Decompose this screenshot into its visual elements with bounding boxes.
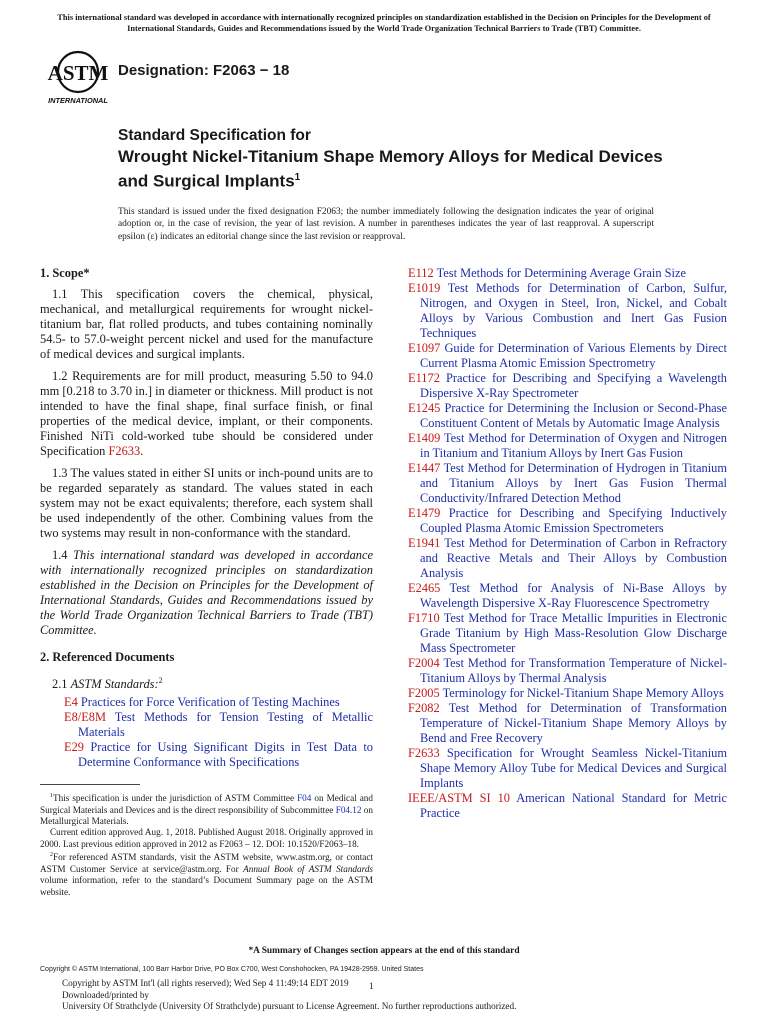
ref-title[interactable]: Practice for Using Significant Digits in Test Data to Determine Conformance with Specifications	[78, 740, 373, 770]
ref-code[interactable]: E1941	[408, 536, 441, 550]
download-line-3: University Of Strathclyde (University Of Strathclyde) pursuant to License Agreement. No further reproductions authorized.	[62, 1001, 517, 1012]
scope-1-2-text: 1.2 Requirements are for mill product, measuring 5.50 to 94.0 mm [0.218 to 3.70 in.] in diameter or thickness. Mill product is not intended to have the final shape, final surface finish, or final properties of the medical device, implant, or their components. Finished NiTi cold-worked tube should be considered under Specification	[40, 369, 373, 458]
footnote-2-italic: Annual Book of ASTM Standards	[243, 863, 373, 874]
title-block	[118, 126, 678, 192]
designation: Designation: F2063 − 18	[118, 62, 290, 79]
title-main	[118, 146, 678, 192]
ref-title[interactable]: Practice for Describing and Specifying Inductively Coupled Plasma Atomic Emission Spectrometers	[420, 506, 727, 535]
ref-item[interactable]	[408, 371, 727, 401]
left-column	[40, 266, 373, 898]
title-pre: Standard Specification for	[118, 127, 311, 144]
footnotes	[40, 791, 373, 898]
scope-1-2-end: .	[140, 444, 144, 458]
right-column	[408, 266, 727, 821]
ref-title[interactable]: Test Methods for Determining Average Grain Size	[436, 266, 686, 280]
ref-code[interactable]: E29	[64, 740, 84, 755]
ref-code[interactable]: E4	[64, 695, 78, 710]
download-line-1: Copyright by ASTM Int'l (all rights reserved); Wed Sep 4 11:49:14 EDT 2019	[62, 978, 349, 988]
astm-standards-num: 2.1	[52, 677, 71, 692]
summary-note: *A Summary of Changes section appears at the end of this standard	[248, 946, 520, 956]
logo-text: ASTM	[47, 61, 109, 85]
ref-code[interactable]: F2004	[408, 656, 440, 670]
footnote-current-edition: Current edition approved Aug. 1, 2018. Published August 2018. Originally approved in 2000. Last previous edition approved in 2012 as F2063 – 12. DOI: 10.1520/F2063–18.	[40, 827, 373, 849]
ref-title[interactable]: Terminology for Nickel-Titanium Shape Memory Alloys	[442, 686, 724, 700]
scope-1-4-text: This international standard was developed in accordance with internationally recognized principles on standardization established in the Decision on Principles for the Development of International Standards, Guides and Recommendations issued by the World Trade Organization Technical Barriers to Trade (TBT) Committee.	[40, 548, 373, 637]
ref-title[interactable]: Test Method for Determination of Carbon in Refractory and Reactive Metals and Their Alloys by Combustion Analysis	[420, 536, 728, 580]
ref-item[interactable]	[52, 695, 373, 710]
copyright-line: Copyright © ASTM International, 100 Barr Harbor Drive, PO Box C700, West Conshohocken, PA 19428-2959. United States	[40, 966, 424, 973]
ref-title[interactable]: Specification for Wrought Seamless Nickel-Titanium Shape Memory Alloy Tube for Medical Devices and Surgical Implants	[420, 746, 727, 790]
astm-standards-sup: 2	[158, 676, 163, 685]
scope-1-4-num: 1.4	[52, 548, 74, 562]
ref-title[interactable]: Test Method for Analysis of Ni-Base Alloys by Wavelength Dispersive X-Ray Fluorescence Spectrometry	[420, 581, 727, 610]
ref-title[interactable]: Test Method for Determination of Oxygen and Nitrogen in Titanium and Titanium Alloys by Inert Gas Fusion	[420, 431, 728, 460]
ref-item[interactable]	[408, 461, 727, 506]
scope-1-2	[40, 369, 373, 459]
footnote-1-text-c: on Metallurgical Materials.	[40, 804, 373, 826]
ref-title[interactable]: Test Methods for Tension Testing of Metallic Materials	[78, 710, 373, 740]
ref-item[interactable]	[408, 401, 727, 431]
ref-title[interactable]: Test Method for Trace Metallic Impurities in Electronic Grade Titanium by High Mass-Resolution Glow Discharge Mass Spectrometer	[420, 611, 727, 655]
ref-item[interactable]	[408, 536, 727, 581]
referenced-heading: 2. Referenced Documents	[40, 650, 175, 664]
ref-item[interactable]	[408, 341, 727, 371]
ref-title[interactable]: American National Standard for Metric Practice	[420, 791, 727, 820]
astm-standards-text: ASTM Standards:	[70, 677, 159, 692]
footnote-1-mark: 1	[50, 793, 53, 800]
f04-12-link[interactable]: F04.12	[335, 804, 362, 815]
issued-note: This standard is issued under the fixed designation F2063; the number immediately following the designation indicates the year of original adoption or, in the case of revision, the year of last revision. A number in parentheses indicates the year of last reapproval. A superscript epsilon (ε) indicates an editorial change since the last revision or reapproval.	[118, 207, 654, 242]
title-footnote-mark: 1	[294, 172, 301, 183]
ref-title[interactable]: Practice for Describing and Specifying a Wavelength Dispersive X-Ray Spectrometer	[420, 371, 727, 400]
f2633-link[interactable]: F2633	[108, 444, 141, 458]
footnote-2-mark: 2	[50, 852, 53, 859]
footnote-2-text-a: For referenced ASTM standards, visit the ASTM website, www.astm.org, or contact ASTM Customer Service at service@astm.org. For	[40, 852, 373, 874]
ref-code[interactable]: E112	[408, 266, 434, 280]
wto-notice: This international standard was developed in accordance with internationally recognized principles on standardization established in the Decision on Principles for the Development of International Standards, Guides and Recommendations issued by the World Trade Organization Technical Barriers to Trade (TBT) Committee.	[57, 13, 711, 33]
footnote-divider	[40, 784, 140, 785]
ref-item[interactable]	[408, 431, 727, 461]
ref-code[interactable]: E1097	[408, 341, 441, 355]
footnote-1	[40, 791, 373, 827]
download-info	[62, 978, 722, 1013]
ref-item[interactable]	[408, 281, 727, 341]
download-line-2: Downloaded/printed by	[62, 989, 150, 1000]
scope-1-4	[40, 548, 373, 638]
ref-code[interactable]: F2633	[408, 746, 440, 760]
f04-link[interactable]: F04	[297, 793, 312, 804]
footnote-2-text-b: volume information, refer to the standard’s Document Summary page on the ASTM website.	[40, 875, 373, 897]
logo-subtext: INTERNATIONAL	[48, 96, 108, 105]
ref-title[interactable]: Guide for Determination of Various Elements by Direct Current Plasma Atomic Emission Spectrometry	[420, 341, 727, 370]
scope-1-3: 1.3 The values stated in either SI units or inch-pound units are to be regarded separately as standard. The values stated in each system may not be exact equivalents; therefore, each system shall be used independently of the other. Combining values from the two systems may result in non-conformance with the standard.	[40, 466, 373, 540]
ref-item[interactable]	[408, 611, 727, 656]
ref-item[interactable]	[408, 686, 727, 701]
ref-title[interactable]: Test Method for Transformation Temperature of Nickel-Titanium Alloys by Thermal Analysis	[420, 656, 727, 685]
ref-code[interactable]: E1409	[408, 431, 441, 445]
ref-item[interactable]	[408, 506, 727, 536]
ref-item[interactable]	[408, 701, 727, 746]
ref-title[interactable]: Test Methods for Determination of Carbon, Sulfur, Nitrogen, and Oxygen in Steel, Iron, Nickel, and Cobalt Alloys by Various Combustion and Inert Gas Fusion Techniques	[420, 281, 727, 340]
astm-standards-label	[52, 673, 373, 692]
ref-item[interactable]	[408, 266, 727, 281]
ref-code[interactable]: E1172	[408, 371, 440, 385]
footnote-2	[40, 850, 373, 898]
ref-title[interactable]: Test Method for Determination of Transformation Temperature of Nickel-Titanium Shape Memory Alloys by Bend and Free Recovery	[420, 701, 728, 745]
ref-title[interactable]: Test Method for Determination of Hydrogen in Titanium and Titanium Alloys by Inert Gas Fusion Thermal Conductivity/Infrared Detection Method	[420, 461, 728, 505]
ref-code[interactable]: E1245	[408, 401, 441, 415]
ref-title[interactable]: Practices for Force Verification of Testing Machines	[80, 695, 340, 710]
ref-item[interactable]	[52, 710, 373, 740]
ref-item[interactable]	[408, 746, 727, 791]
ref-code[interactable]: E2465	[408, 581, 441, 595]
ref-code[interactable]: E1479	[408, 506, 441, 520]
left-ref-list	[40, 695, 373, 770]
ref-title[interactable]: Practice for Determining the Inclusion or Second-Phase Constituent Content of Metals by Automatic Image Analysis	[420, 401, 727, 430]
ref-item[interactable]	[408, 791, 727, 821]
ref-code[interactable]: E1019	[408, 281, 441, 295]
ref-code[interactable]: F2082	[408, 701, 440, 715]
ref-code[interactable]: E1447	[408, 461, 441, 475]
ref-code[interactable]: F2005	[408, 686, 440, 700]
title-main-text: Wrought Nickel-Titanium Shape Memory Alloys for Medical Devices and Surgical Implants	[118, 147, 663, 191]
ref-code[interactable]: IEEE/ASTM SI 10	[408, 791, 510, 805]
scope-heading: 1. Scope*	[40, 266, 90, 280]
ref-code[interactable]: E8/E8M	[64, 710, 106, 725]
ref-item[interactable]	[408, 581, 727, 611]
page-number: 1	[369, 982, 374, 992]
footnote-1-text-a: This specification is under the jurisdiction of ASTM Committee	[53, 793, 298, 804]
ref-code[interactable]: F1710	[408, 611, 440, 625]
ref-item[interactable]	[52, 740, 373, 770]
footnote-1-text-b: on Medical and Surgical Materials and Devices and is the direct responsibility of Subcommittee	[40, 793, 373, 815]
scope-1-1: 1.1 This specification covers the chemical, physical, mechanical, and metallurgical requirements for wrought nickel-titanium bar, flat rolled products, and tubes containing nominally 54.5- to 57.0-weight percent nickel and used for the manufacture of medical devices and surgical implants.	[40, 287, 373, 361]
astm-logo	[40, 50, 116, 106]
ref-item[interactable]	[408, 656, 727, 686]
